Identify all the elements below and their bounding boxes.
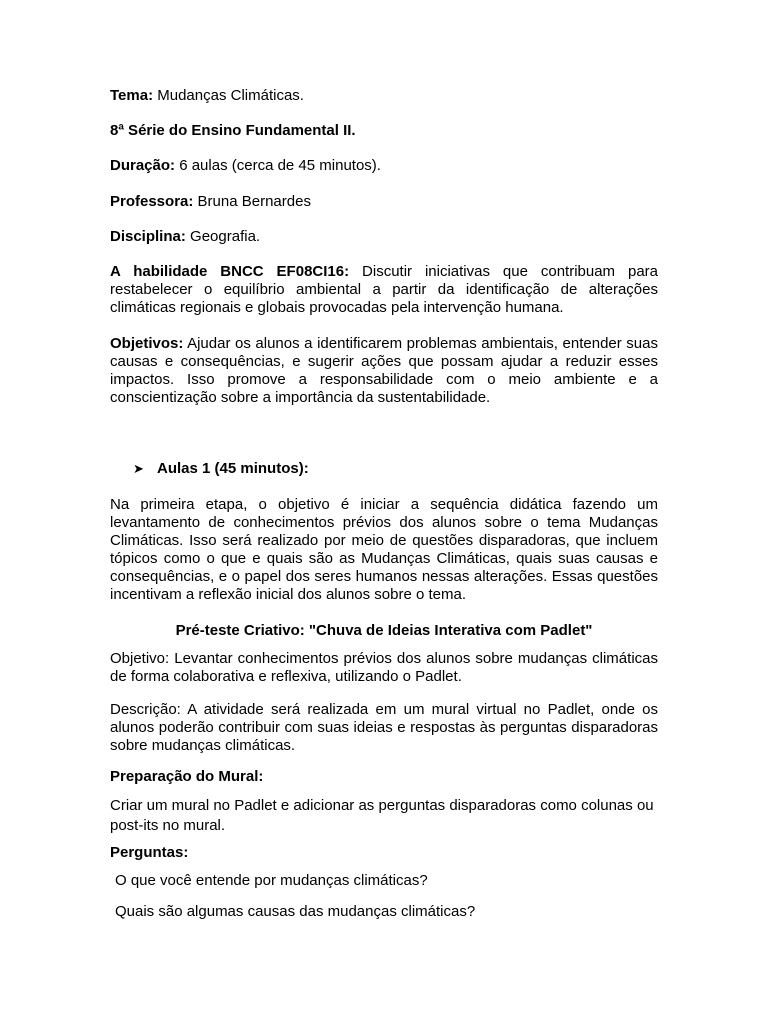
- preteste-title: Pré-teste Criativo: "Chuva de Ideias Interativa com Padlet": [175, 622, 593, 639]
- bncc-label: A habilidade BNCC EF08CI16:: [110, 263, 350, 280]
- duracao-value: 6 aulas (cerca de 45 minutos).: [179, 157, 381, 174]
- objetivo-text: Levantar conhecimentos prévios dos alunos sobre mudanças climáticas de forma colaborativa e reflexiva, utilizando o Padlet.: [110, 650, 658, 685]
- objetivos-text: Ajudar os alunos a identificarem problemas ambientais, entender suas causas e consequências, e sugerir ações que possam ajudar a reduzir esses impactos. Isso promove a responsabilidade com o meio ambiente e a conscientização sobre a importância da sustentabilidade.: [110, 335, 658, 406]
- professora-label: Professora:: [110, 193, 194, 210]
- perguntas-heading: Perguntas:: [110, 844, 189, 861]
- duracao-label: Duração:: [110, 157, 176, 174]
- objetivos-label: Objetivos:: [110, 335, 184, 352]
- descricao-label: Descrição:: [110, 701, 181, 718]
- preparacao-heading: Preparação do Mural:: [110, 768, 264, 785]
- preteste-descricao: [110, 701, 658, 755]
- preparacao-text: Criar um mural no Padlet e adicionar as perguntas disparadoras como colunas ou post-its no mural.: [110, 797, 654, 834]
- pergunta-item: O que você entende por mudanças climáticas?: [115, 872, 428, 889]
- arrow-bullet-icon: ➤: [133, 461, 144, 476]
- professora-value: Bruna Bernardes: [197, 193, 311, 210]
- aula1-heading: Aulas 1 (45 minutos):: [157, 460, 309, 477]
- preteste-objetivo: [110, 650, 658, 686]
- tema-line: [110, 87, 658, 105]
- descricao-text: A atividade será realizada em um mural virtual no Padlet, onde os alunos poderão contribuir com suas ideias e respostas às perguntas disparadoras sobre mudanças climáticas.: [110, 701, 659, 754]
- bncc-paragraph: [110, 263, 658, 317]
- objetivo-label: Objetivo:: [110, 650, 170, 667]
- tema-label: Tema:: [110, 87, 154, 104]
- disciplina-line: [110, 228, 658, 246]
- tema-value: Mudanças Climáticas.: [157, 87, 304, 104]
- disciplina-value: Geografia.: [190, 228, 261, 245]
- disciplina-label: Disciplina:: [110, 228, 186, 245]
- pergunta-item: Quais são algumas causas das mudanças climáticas?: [115, 903, 476, 920]
- professora-line: [110, 193, 658, 211]
- objetivos-paragraph: [110, 335, 658, 407]
- duracao-line: [110, 157, 658, 175]
- bncc-text: Discutir iniciativas que contribuam para restabelecer o equilíbrio ambiental a partir da identificação de alterações climáticas regionais e globais provocadas pela intervenção humana.: [110, 263, 659, 316]
- aula1-intro: Na primeira etapa, o objetivo é iniciar a sequência didática fazendo um levantamento de conhecimentos prévios dos alunos sobre o tema Mudanças Climáticas. Isso será realizado por meio de questões disparadoras, que incluem tópicos como o que e quais são as Mudanças Climáticas, quais suas causas e consequências, e o papel dos seres humanos nessas alterações. Essas questões incentivam a reflexão inicial dos alunos sobre o tema.: [110, 496, 658, 603]
- serie-line: 8ª Série do Ensino Fundamental II.: [110, 122, 356, 139]
